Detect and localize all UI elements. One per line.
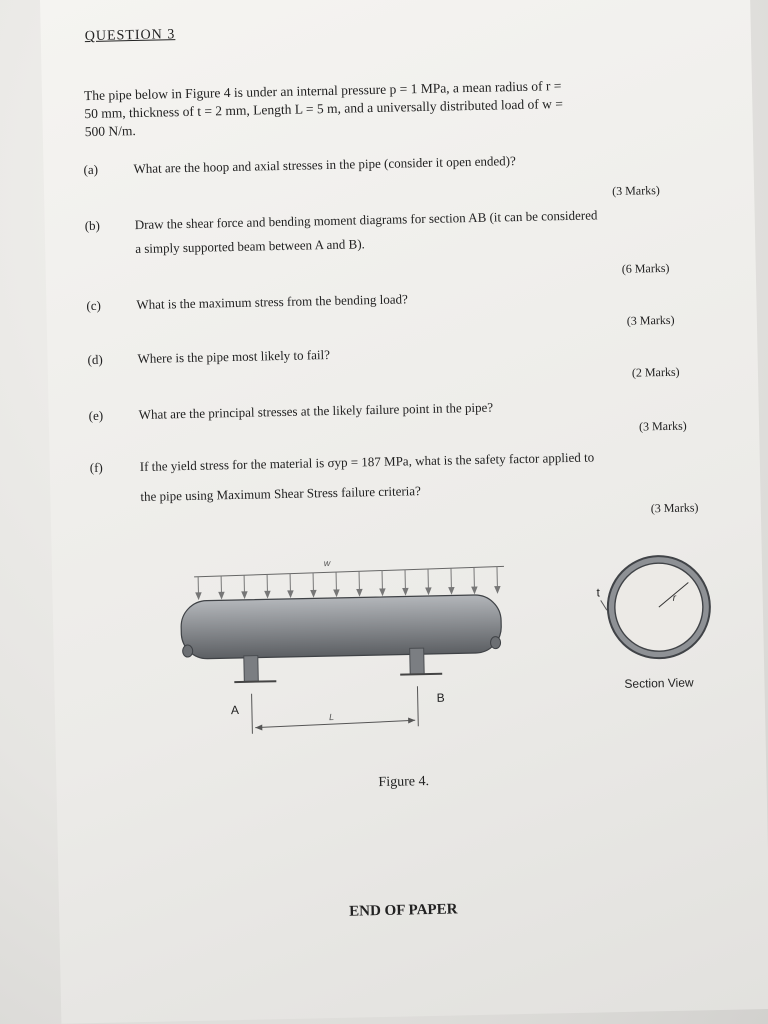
dimension-arrow-left [255, 725, 262, 731]
support-b-post [410, 648, 425, 674]
question-e [88, 392, 698, 424]
load-line [194, 566, 504, 576]
question-f-letter: (f) [89, 459, 103, 476]
question-intro [84, 75, 685, 142]
pipe-body [181, 594, 502, 659]
load-arrow-head [380, 589, 385, 595]
load-arrow-head [288, 591, 293, 597]
load-arrow-head [426, 588, 431, 594]
thickness-label: t [596, 585, 601, 600]
question-d-marks: (2 Marks) [631, 364, 680, 380]
load-arrow-head [449, 587, 454, 593]
question-f [89, 444, 700, 505]
support-b-label: B [436, 690, 445, 705]
load-arrow-head [357, 589, 362, 595]
question-e-marks: (3 Marks) [638, 418, 687, 434]
intro-line-2: 50 mm, thickness of t = 2 mm, Length L = 5 m, and a universally distributed load of w = [84, 96, 564, 122]
dimension-line [255, 720, 415, 727]
question-a-text: What are the hoop and axial stresses in the pipe (consider it open ended)? [133, 153, 516, 177]
question-d-letter: (d) [87, 351, 103, 368]
question-e-text: What are the principal stresses at the likely failure point in the pipe? [138, 399, 494, 423]
load-arrow-head [265, 591, 270, 597]
pipe-right-end [490, 636, 500, 648]
question-c-marks: (3 Marks) [626, 312, 675, 328]
figure-caption: Figure 4. [378, 774, 430, 791]
question-a-letter: (a) [83, 161, 99, 178]
thickness-pointer [601, 600, 607, 610]
dimension-arrow-right [408, 717, 415, 723]
question-b-marks: (6 Marks) [621, 260, 670, 276]
support-a-post [244, 656, 259, 682]
question-title: QUESTION 3 [84, 27, 176, 45]
support-a-label: A [230, 702, 240, 718]
support-a-base [234, 681, 276, 682]
question-c-letter: (c) [86, 297, 102, 314]
question-b [84, 202, 695, 257]
load-arrow-head [242, 592, 247, 598]
end-of-paper: END OF PAPER [348, 901, 458, 920]
question-f-text-2: the pipe using Maximum Shear Stress failure criteria? [140, 483, 422, 505]
question-f-text: If the yield stress for the material is σyp = 187 MPa, what is the safety factor applied to [139, 449, 595, 475]
question-b-letter: (b) [84, 217, 101, 234]
question-c-text: What is the maximum stress from the bending load? [136, 291, 408, 313]
intro-line-3: 500 N/m. [84, 123, 136, 140]
load-arrow-head [219, 592, 224, 598]
question-e-letter: (e) [88, 407, 104, 424]
dimension-right-tick [417, 686, 418, 726]
load-arrow-head [334, 590, 339, 596]
intro-line-1: The pipe below in Figure 4 is under an internal pressure p = 1 MPa, a mean radius of r = [83, 78, 562, 104]
radius-label: r [672, 592, 677, 604]
support-b-base [400, 674, 442, 675]
question-b-text: Draw the shear force and bending moment diagrams for section AB (it can be considered [134, 207, 598, 233]
length-label: L [328, 711, 335, 723]
question-d-text: Where is the pipe most likely to fail? [137, 347, 331, 367]
exam-page [40, 0, 768, 1024]
load-arrow-head [403, 588, 408, 594]
question-d [87, 336, 697, 368]
section-view-label: Section View [624, 675, 694, 691]
load-arrow-head [196, 593, 201, 599]
load-label: w [323, 558, 331, 569]
dimension-left-tick [252, 694, 253, 734]
question-b-text-2: a simply supported beam between A and B). [135, 236, 365, 257]
question-a [83, 146, 693, 178]
question-f-marks: (3 Marks) [650, 500, 699, 516]
question-a-marks: (3 Marks) [611, 183, 660, 199]
load-arrow-head [311, 590, 316, 596]
pipe-left-end [183, 645, 193, 657]
question-c [86, 282, 696, 314]
load-arrow-head [472, 587, 477, 593]
load-arrow-head [495, 586, 500, 592]
figure-4-diagram [102, 545, 746, 758]
